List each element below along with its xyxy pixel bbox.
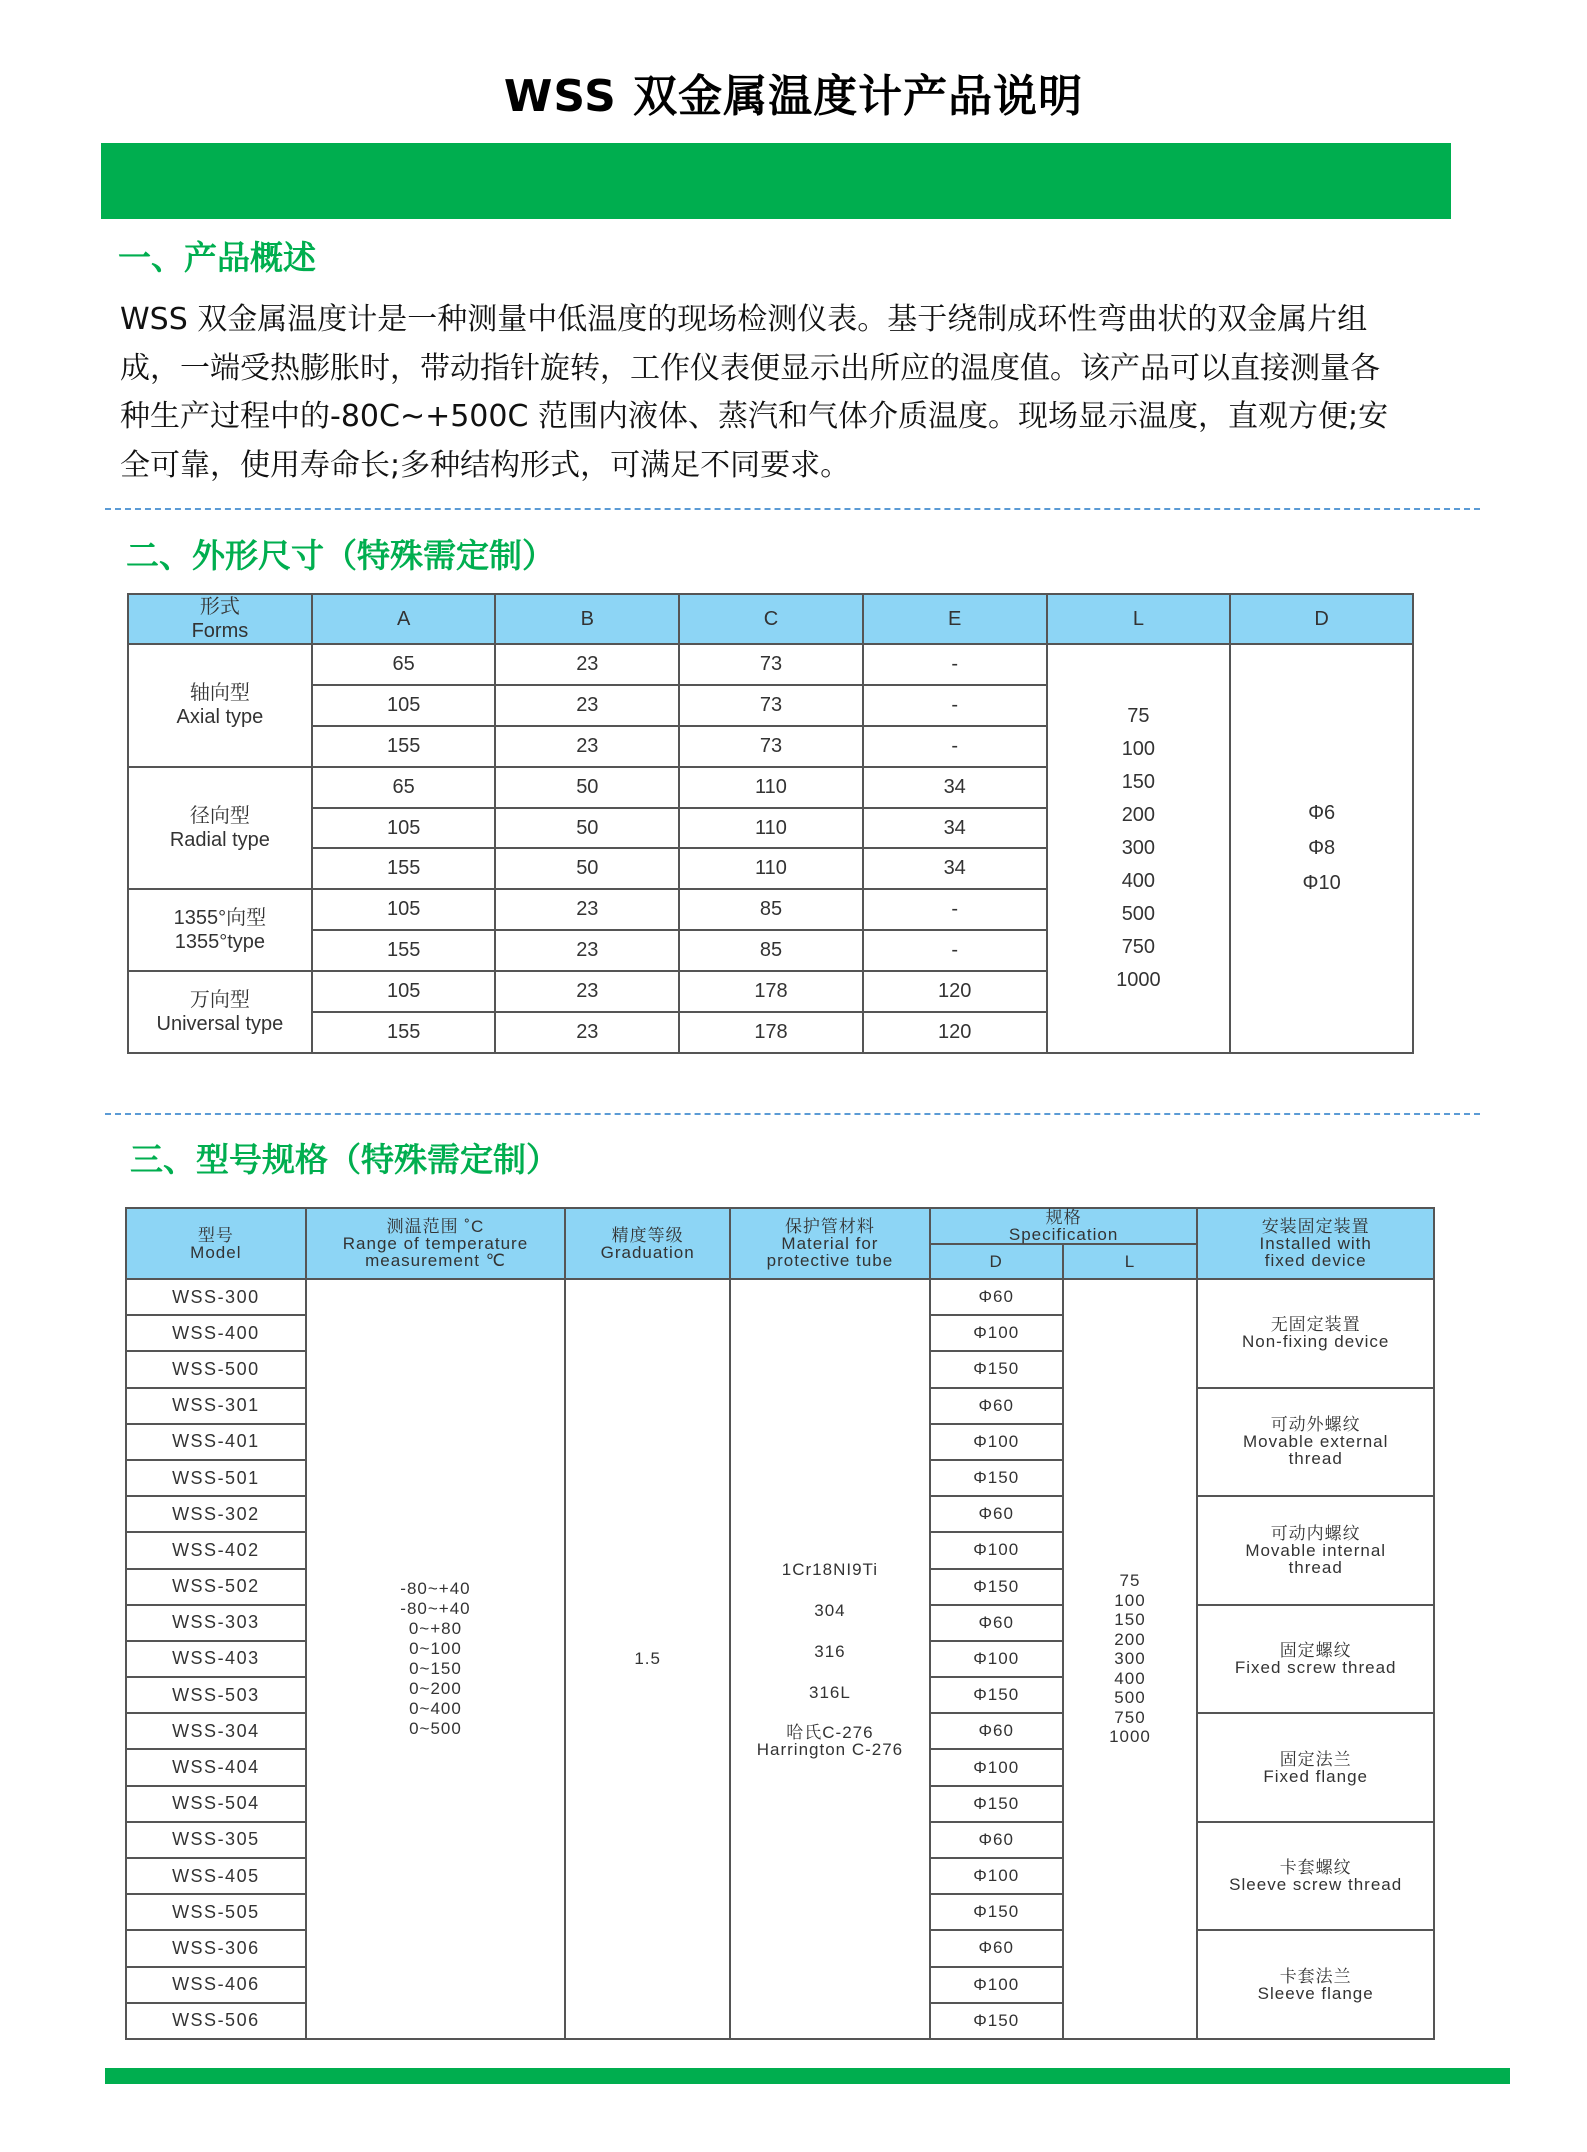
- cell-a: 65: [312, 767, 496, 808]
- paragraph-line: WSS 双金属温度计是一种测量中低温度的现场检测仪表。基于绕制成环性弯曲状的双金属片组: [120, 302, 1368, 337]
- spec-d-cell: Φ60: [930, 1713, 1063, 1749]
- header-range: [306, 1208, 566, 1279]
- header-spec-cn: 规格: [1045, 1208, 1082, 1227]
- header-a: A: [312, 594, 496, 644]
- material-hastelloy-en: Harrington C-276: [756, 1739, 904, 1759]
- cell-e: 120: [863, 1012, 1047, 1053]
- cell-e: 120: [863, 971, 1047, 1012]
- model-cell: WSS-503: [126, 1677, 306, 1713]
- model-cell: WSS-506: [126, 2003, 306, 2039]
- spec-d-cell: Φ150: [930, 1460, 1063, 1496]
- header-model: [126, 1208, 306, 1279]
- spec-d-cell: Φ150: [930, 1351, 1063, 1387]
- cell-b: 50: [495, 848, 679, 889]
- model-cell: WSS-304: [126, 1713, 306, 1749]
- spec-d-cell: Φ150: [930, 1894, 1063, 1930]
- header-forms-cn: 形式: [199, 596, 240, 618]
- install-cn: 可动外螺纹: [1270, 1415, 1361, 1435]
- model-cell: WSS-406: [126, 1967, 306, 2003]
- cell-c: 110: [679, 848, 863, 889]
- spec-d-cell: Φ100: [930, 1858, 1063, 1894]
- table-header-row: [128, 594, 1413, 644]
- cell-a: 155: [312, 1012, 496, 1053]
- header-spec: [930, 1208, 1198, 1244]
- l-value: 150: [1121, 770, 1156, 793]
- l-value: 200: [1121, 803, 1156, 826]
- cell-c: 178: [679, 971, 863, 1012]
- cell-a: 105: [312, 685, 496, 726]
- cell-e: -: [863, 644, 1047, 685]
- section-divider: [105, 508, 1480, 510]
- install-cell: [1197, 1713, 1434, 1822]
- header-inst-cn: 安装固定装置: [1261, 1217, 1370, 1236]
- cell-a: 155: [312, 848, 496, 889]
- model-cell: WSS-300: [126, 1279, 306, 1315]
- header-inst-en: Installed with: [1259, 1234, 1372, 1253]
- install-cell: [1197, 1496, 1434, 1605]
- paragraph-line: 种生产过程中的-80C~+500C 范围内液体、蒸汽和气体介质温度。现场显示温度，直观方便;安: [120, 399, 1389, 434]
- header-c: C: [679, 594, 863, 644]
- install-en: Fixed flange: [1263, 1766, 1368, 1786]
- header-spec-l: L: [1063, 1244, 1198, 1279]
- install-en: Movable internal: [1245, 1540, 1387, 1560]
- spec-d-cell: Φ150: [930, 1569, 1063, 1605]
- spec-l-cell: [1063, 1279, 1198, 2039]
- spec-d-cell: Φ100: [930, 1749, 1063, 1785]
- header-mat-en: Material for: [781, 1234, 879, 1253]
- install-cell: [1197, 1279, 1434, 1388]
- cell-b: 23: [495, 971, 679, 1012]
- model-cell: WSS-500: [126, 1351, 306, 1387]
- cell-b: 23: [495, 726, 679, 767]
- cell-c: 110: [679, 767, 863, 808]
- l-value: 750: [1114, 1707, 1146, 1727]
- model-cell: WSS-501: [126, 1460, 306, 1496]
- cell-b: 23: [495, 685, 679, 726]
- header-d: D: [1230, 594, 1413, 644]
- range-value: 0~400: [409, 1698, 462, 1718]
- table-row: [128, 644, 1413, 685]
- l-value: 100: [1121, 737, 1156, 760]
- install-cell: [1197, 1822, 1434, 1931]
- cell-b: 50: [495, 767, 679, 808]
- d-value: Φ10: [1302, 871, 1341, 894]
- cell-e: -: [863, 685, 1047, 726]
- range-value: -80~+40: [400, 1578, 471, 1598]
- spec-d-cell: Φ150: [930, 2003, 1063, 2039]
- cell-c: 85: [679, 930, 863, 971]
- cell-c: 178: [679, 1012, 863, 1053]
- range-value: 0~200: [409, 1678, 462, 1698]
- cell-c: 73: [679, 685, 863, 726]
- model-cell: WSS-502: [126, 1569, 306, 1605]
- spec-d-cell: Φ60: [930, 1279, 1063, 1315]
- model-cell: WSS-401: [126, 1424, 306, 1460]
- install-en: thread: [1288, 1449, 1343, 1469]
- l-value: 1000: [1116, 968, 1161, 991]
- header-range-cn: 测温范围 ˚C: [386, 1217, 485, 1236]
- spec-d-cell: Φ60: [930, 1822, 1063, 1858]
- install-en: Sleeve screw thread: [1229, 1875, 1403, 1895]
- material-value: 316: [814, 1641, 846, 1661]
- cell-b: 23: [495, 644, 679, 685]
- d-value: Φ8: [1308, 836, 1336, 859]
- header-model-cn: 型号: [197, 1225, 234, 1245]
- header-mat-en2: protective tube: [766, 1251, 894, 1270]
- material-value: 304: [814, 1600, 846, 1620]
- material-value: 1Cr18NI9Ti: [781, 1559, 879, 1579]
- l-value: 400: [1121, 869, 1156, 892]
- d-values-cell: [1230, 644, 1413, 1053]
- header-e: E: [863, 594, 1047, 644]
- cell-e: 34: [863, 848, 1047, 889]
- cell-c: 73: [679, 644, 863, 685]
- cell-a: 105: [312, 889, 496, 930]
- l-value: 100: [1114, 1590, 1146, 1610]
- model-cell: WSS-301: [126, 1388, 306, 1424]
- install-en: thread: [1288, 1557, 1343, 1577]
- section-heading-models: 三、型号规格（特殊需定制）: [130, 1140, 559, 1179]
- header-inst-en2: fixed device: [1264, 1251, 1367, 1270]
- install-cn: 无固定装置: [1270, 1315, 1361, 1335]
- cell-a: 155: [312, 930, 496, 971]
- range-value: 0~100: [409, 1638, 462, 1658]
- page-title: WSS 双金属温度计产品说明: [503, 71, 1084, 122]
- l-value: 400: [1114, 1668, 1146, 1688]
- form-type-cn: 1355°向型: [173, 907, 267, 930]
- header-grad-cn: 精度等级: [611, 1225, 684, 1245]
- cell-a: 65: [312, 644, 496, 685]
- install-cell: [1197, 1930, 1434, 2039]
- model-cell: WSS-405: [126, 1858, 306, 1894]
- form-type-cn: 万向型: [189, 989, 250, 1012]
- spec-d-cell: Φ60: [930, 1605, 1063, 1641]
- overview-paragraph: [120, 296, 1480, 490]
- model-cell: WSS-400: [126, 1315, 306, 1351]
- cell-e: -: [863, 726, 1047, 767]
- material-cell: [730, 1279, 930, 2039]
- header-material: [730, 1208, 930, 1279]
- range-value: -80~+40: [400, 1598, 471, 1618]
- header-mat-cn: 保护管材料: [784, 1217, 875, 1236]
- graduation-cell: 1.5: [565, 1279, 730, 2039]
- model-cell: WSS-306: [126, 1930, 306, 1966]
- install-cn: 卡套法兰: [1279, 1966, 1352, 1986]
- material-hastelloy-cn: 哈氏C-276: [786, 1722, 874, 1742]
- spec-d-cell: Φ60: [930, 1930, 1063, 1966]
- l-value: 75: [1119, 1571, 1141, 1591]
- spec-d-cell: Φ100: [930, 1315, 1063, 1351]
- cell-b: 50: [495, 808, 679, 849]
- table-header-row: [126, 1208, 1434, 1244]
- install-cell: [1197, 1605, 1434, 1714]
- model-cell: WSS-504: [126, 1786, 306, 1822]
- section-heading-overview: 一、产品概述: [118, 238, 316, 277]
- spec-d-cell: Φ150: [930, 1786, 1063, 1822]
- footer-banner: [105, 2068, 1510, 2084]
- cell-b: 23: [495, 930, 679, 971]
- form-type-en: 1355°type: [174, 931, 266, 954]
- install-en: Sleeve flange: [1257, 1983, 1374, 2003]
- header-l: L: [1047, 594, 1231, 644]
- spec-d-cell: Φ100: [930, 1967, 1063, 2003]
- spec-d-cell: Φ60: [930, 1496, 1063, 1532]
- range-value: 0~+80: [408, 1618, 463, 1638]
- cell-a: 105: [312, 971, 496, 1012]
- form-type-en: Axial type: [176, 706, 264, 729]
- cell-e: -: [863, 889, 1047, 930]
- header-banner: [101, 143, 1451, 219]
- header-range-en: Range of temperature: [342, 1234, 529, 1253]
- model-cell: WSS-505: [126, 1894, 306, 1930]
- header-range-en2: measurement ℃: [365, 1251, 506, 1270]
- install-cn: 固定螺纹: [1279, 1640, 1352, 1660]
- spec-d-cell: Φ100: [930, 1641, 1063, 1677]
- header-spec-d: D: [930, 1244, 1063, 1279]
- header-install: [1197, 1208, 1434, 1279]
- material-value: 316L: [809, 1682, 851, 1702]
- header-spec-en: Specification: [1008, 1225, 1119, 1244]
- header-grad-en: Graduation: [600, 1242, 695, 1262]
- l-value: 150: [1114, 1610, 1146, 1630]
- cell-c: 73: [679, 726, 863, 767]
- install-en: Non-fixing device: [1241, 1332, 1390, 1352]
- section-divider: [105, 1113, 1480, 1115]
- install-en: Movable external: [1242, 1432, 1389, 1452]
- spec-d-cell: Φ100: [930, 1424, 1063, 1460]
- spec-d-cell: Φ150: [930, 1677, 1063, 1713]
- l-value: 300: [1121, 836, 1156, 859]
- paragraph-line: 成，一端受热膨胀时，带动指针旋转，工作仪表便显示出所应的温度值。该产品可以直接测量各: [120, 350, 1380, 386]
- paragraph-line: 全可靠，使用寿命长;多种结构形式，可满足不同要求。: [120, 447, 851, 483]
- range-value: 0~500: [409, 1718, 462, 1738]
- dimensions-table: [127, 593, 1414, 1054]
- cell-a: 155: [312, 726, 496, 767]
- model-cell: WSS-404: [126, 1749, 306, 1785]
- cell-b: 23: [495, 889, 679, 930]
- spec-d-cell: Φ60: [930, 1388, 1063, 1424]
- form-type-cell: [128, 644, 312, 767]
- cell-e: -: [863, 930, 1047, 971]
- spec-d-cell: Φ100: [930, 1532, 1063, 1568]
- install-en: Fixed screw thread: [1234, 1657, 1397, 1677]
- header-forms: [128, 594, 312, 644]
- cell-b: 23: [495, 1012, 679, 1053]
- cell-c: 85: [679, 889, 863, 930]
- section-heading-dimensions: 二、外形尺寸（特殊需定制）: [126, 536, 555, 575]
- l-value: 500: [1114, 1688, 1146, 1708]
- install-cn: 卡套螺纹: [1279, 1858, 1352, 1878]
- install-cell: [1197, 1388, 1434, 1497]
- cell-e: 34: [863, 808, 1047, 849]
- l-value: 1000: [1109, 1727, 1151, 1747]
- model-spec-table: [125, 1207, 1435, 2040]
- form-type-cn: 径向型: [189, 805, 250, 827]
- form-type-cn: 轴向型: [189, 682, 250, 705]
- range-cell: [306, 1279, 566, 2039]
- cell-a: 105: [312, 808, 496, 849]
- l-value: 75: [1127, 704, 1150, 727]
- form-type-cell: [128, 971, 312, 1053]
- cell-c: 110: [679, 808, 863, 849]
- model-cell: WSS-403: [126, 1641, 306, 1677]
- l-value: 750: [1121, 935, 1156, 958]
- model-cell: WSS-302: [126, 1496, 306, 1532]
- l-values-cell: [1047, 644, 1231, 1053]
- model-cell: WSS-402: [126, 1532, 306, 1568]
- model-cell: WSS-305: [126, 1822, 306, 1858]
- header-forms-en: Forms: [191, 620, 249, 642]
- form-type-en: Radial type: [169, 829, 270, 851]
- l-value: 500: [1121, 902, 1156, 925]
- form-type-en: Universal type: [156, 1013, 284, 1036]
- l-value: 200: [1114, 1629, 1146, 1649]
- d-value: Φ6: [1308, 801, 1336, 824]
- header-model-en: Model: [190, 1242, 242, 1262]
- l-value: 300: [1114, 1649, 1146, 1669]
- range-value: 0~150: [409, 1658, 462, 1678]
- cell-e: 34: [863, 767, 1047, 808]
- install-cn: 固定法兰: [1279, 1749, 1352, 1769]
- form-type-cell: [128, 767, 312, 890]
- form-type-cell: [128, 889, 312, 971]
- table-row: [126, 1279, 1434, 1315]
- model-cell: WSS-303: [126, 1605, 306, 1641]
- install-cn: 可动内螺纹: [1270, 1523, 1361, 1543]
- header-graduation: [565, 1208, 730, 1279]
- header-b: B: [495, 594, 679, 644]
